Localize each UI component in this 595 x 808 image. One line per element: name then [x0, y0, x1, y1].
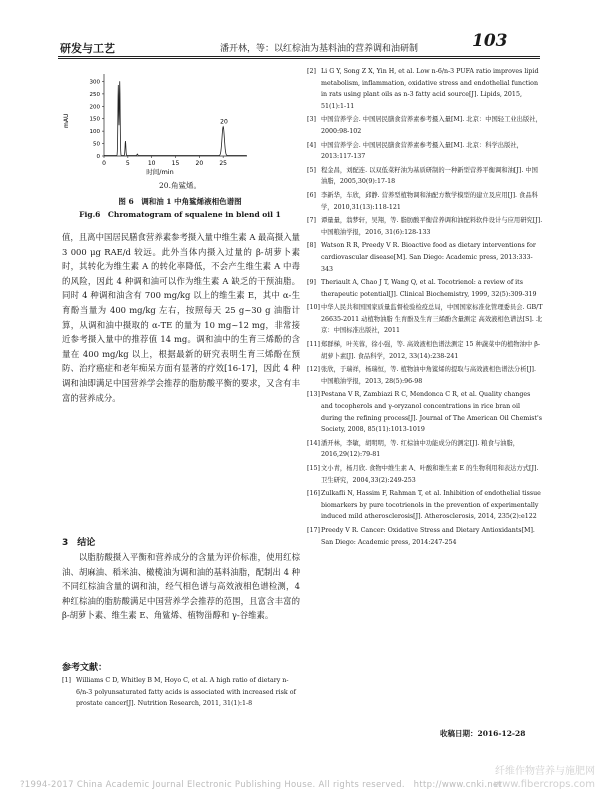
- y-tick-label: 0: [96, 154, 100, 160]
- reference-text: Li G Y, Song Z X, Yin H, et al. Low n-6/n-3 PUFA ratio improves lipid metabolism, inflammation, oxidative stress and endothelial function in rats using plant oils as n-3 fatty acid source[J]. Lipids, 2015, 51(1):1-11: [321, 68, 539, 110]
- reference-item: [307, 364, 543, 387]
- reference-item: [307, 277, 543, 300]
- reference-number: [1]: [62, 677, 71, 684]
- reference-text: 李新华，车欣，邱静. 营养型植物调和油配方数学模型的建立及应用[J]. 食品科学，2010,31(13):118-121: [321, 191, 538, 211]
- references-heading: 参考文献：: [62, 663, 108, 673]
- reference-number: [8]: [307, 242, 316, 250]
- reference-number: [11]: [307, 341, 320, 349]
- reference-text: Williams C D, Whitley B M, Hoyo C, et al. A high ratio of dietary n-6/n-3 polyunsaturated fatty acids is associated with increased risk of prostate cancer[J]. Nutrition Research, 2011, 31(1):1-8: [76, 677, 296, 708]
- reference-number: [16]: [307, 490, 320, 498]
- reference-text: 中华人民共和国国家质量监督检验检疫总局，中国国家标准化管理委员会. GB/T 26635-2011 动植物油脂 生育酚及生育三烯酚含量测定 高效液相色谱法[S]. 北京：中国标准出版社，2011: [321, 304, 543, 335]
- conclusion-paragraph: [62, 550, 300, 623]
- figure-peak-note: 20.角鲨烯。: [159, 181, 201, 190]
- x-ticks: [102, 156, 227, 167]
- reference-item: [307, 240, 543, 275]
- y-tick-label: 300: [89, 79, 100, 86]
- reference-number: [4]: [307, 141, 316, 149]
- y-ticks: [90, 79, 105, 160]
- reference-item: [307, 302, 543, 337]
- copyright-footer: ?1994-2017 China Academic Journal Electronic Publishing House. All rights reserved. http://www.cnki.net: [20, 780, 503, 790]
- references-list-left: [62, 675, 300, 712]
- reference-item: [307, 463, 543, 486]
- reference-number: [15]: [307, 465, 320, 472]
- reference-text: 文小青，杨月欣. 食物中维生素 A、叶酸和维生素 E 的生物利用和表达方式[J]. 卫生研究，2004,33(2):249-253: [321, 465, 539, 484]
- journal-section-title: 研发与工艺: [60, 42, 115, 55]
- reference-item: [307, 525, 543, 548]
- reference-text: 中国营养学会. 中国居民膳食营养素参考摄入量[M]. 北京：中国轻工业出版社，2000:98-102: [321, 116, 542, 135]
- references-list-right: [307, 66, 543, 550]
- y-tick-label: 250: [89, 91, 100, 98]
- reference-number: [3]: [307, 116, 316, 124]
- reference-number: [12]: [307, 366, 320, 374]
- reference-number: [6]: [307, 191, 316, 199]
- figure-caption-en: Fig.6 Chromatogram of squalene in blend oil 1: [79, 210, 281, 219]
- y-axis-label: mAU: [63, 113, 70, 128]
- reference-number: [13]: [307, 391, 320, 399]
- y-tick-label: 50: [93, 141, 100, 148]
- reference-number: [14]: [307, 439, 320, 447]
- running-title: 潘开林，等：以红棕油为基料油的营养调和油研制: [220, 44, 419, 54]
- y-tick-label: 200: [89, 104, 100, 111]
- figure-caption-cn: 图 6 调和油 1 中角鲨烯液相色谱图: [118, 197, 242, 206]
- x-axis-label: 时间/min: [146, 168, 174, 176]
- x-tick-label: 0: [102, 160, 106, 167]
- reference-text: Pestana V R, Zambiazi R C, Mendonca C R, et al. Quality changes and tocopherols and γ-oryzanol concentrations in rice bran oil during the refining process[J]. Journal of The American Oil Chemist's Society, 2008, 85(11):1013-1019: [321, 391, 543, 434]
- reference-text: 谭量量，翁梦轩，吴翔，等. 脂肪酸平衡营养调和油配料软件设计与应用研究[J]. 中国粮油学报，2016, 31(6):128-133: [321, 217, 543, 236]
- y-tick-label: 150: [89, 116, 100, 123]
- paragraph-text: 以脂肪酸摄入平衡和营养成分的含量为评价标准，使用红棕油、胡麻油、稻米油、橄榄油为调和油的基料油脂，配制出 4 种不同红棕油含量的调和油，经气相色谱与高效液相色谱检测，4 种红棕油的脂肪酸满足中国营养学会推荐的范围，且富含丰富的 β-胡萝卜素、维生素 E、角鲨烯、植物甾醇和 γ-谷维素。: [62, 552, 300, 621]
- reference-number: [17]: [307, 526, 320, 534]
- reference-item: [307, 165, 543, 188]
- reference-item: [307, 190, 543, 213]
- reference-text: Theriault A, Chao J T, Wang Q, et al. Tocotrienol: a review of its therapeutic potential[J]. Clinical Biochemistry, 1999, 32(5):309-319: [321, 279, 537, 298]
- reference-text: Preedy V R. Cancer: Oxidative Stress and Dietary Antioxidants[M]. San Diego: Academic press, 2014:247-254: [321, 526, 535, 546]
- x-tick-label: 25: [219, 160, 227, 167]
- reference-text: 中国营养学会. 中国居民膳食营养素参考摄入量[M]. 北京：科学出版社，2013:117-137: [321, 141, 523, 161]
- x-tick-label: 20: [195, 160, 204, 167]
- reference-item: [307, 339, 543, 362]
- received-date: 收稿日期：2016-12-28: [440, 729, 526, 738]
- reference-item: [62, 675, 300, 710]
- peak-label: 20: [220, 118, 228, 126]
- reference-text: Watson R R, Preedy V R. Bioactive food as dietary interventions for cardiovascular disease[M]. San Diego: Academic press, 2013:333-343: [321, 242, 536, 273]
- reference-number: [5]: [307, 166, 316, 174]
- reference-text: Zulkafli N, Hassim F, Rahman T, et al. Inhibition of endothelial tissue biomarkers by pure tocotrienols in the prevention of experimentally induced mild atherosclerosis[J]. Atherosclerosis, 2014, 235(2):e122: [321, 490, 541, 521]
- chromatogram-chart: [62, 68, 262, 176]
- x-tick-label: 15: [171, 160, 180, 167]
- reference-item: [307, 488, 543, 523]
- header-rule-secondary: [58, 58, 540, 59]
- reference-item: [307, 438, 543, 461]
- reference-number: [9]: [307, 279, 316, 287]
- reference-text: 潘开林，李敏，胡明明，等. 红棕油中功能成分的测定[J]. 粮食与油脂，2016,29(12):79-81: [321, 439, 520, 459]
- reference-text: 郑群梯，叶芙蓉，徐小强，等. 高效液相色谱法测定 15 种蔬菜中的植物油中 β-胡萝卜素[J]. 食品科学，2012, 33(14):238-241: [321, 341, 540, 360]
- reference-item: [307, 66, 543, 112]
- reference-number: [2]: [307, 68, 316, 75]
- header-rule: [58, 56, 540, 57]
- reference-text: 程金昌，刘配连. 以双低菜籽油为基质研制的一种新型营养平衡调和油[J]. 中国油脂，2005,30(9):17-18: [321, 166, 538, 186]
- reference-number: [7]: [307, 217, 316, 225]
- watermark-text: 纤维作物营养与施肥网 www.fibercrops.com: [493, 766, 595, 790]
- page-number: 103: [472, 31, 508, 51]
- paragraph-text: 值，且离中国居民膳食营养素参考摄入量中维生素 A 最高摄入量 3 000 μg RAE/d 较远。此外当体内摄入过量的 β-胡萝卜素时，其转化为维生素 A 的转化率降低，不会产生维生素 A 中毒的风险，因此 4 种调和油可以作为维生素 A 缺乏的干预油脂。同时 4 种调和油含有 700 mg/kg 以上的维生素 E，其中 α-生育酚当量为 400 mg/kg 左右，按照每天 25 g~30 g 油脂计算，从调和油中摄取的 α-TE 的量为 10 mg~12 mg，非常接近参考摄入量中的推荐值 14 mg。调和油中的生育三烯酚的含量在 400 mg/kg 以上，根据最新的研究表明生育三烯酚在预防、治疗癌症和老年痴呆方面有显著的疗效[16-17]，因此 4 种调和油即满足中国营养学会推荐的脂肪酸平衡的要求，又含有丰富的营养成分。: [62, 232, 300, 403]
- reference-item: [307, 215, 543, 238]
- reference-item: [307, 114, 543, 137]
- reference-text: 张欣，于瑞祥，杨瑞恒，等. 植物油中角鲨烯的提取与高效液相色谱法分析[J]. 中国粮油学报，2013, 28(5):96-98: [321, 366, 536, 385]
- y-tick-label: 100: [89, 129, 100, 136]
- reference-item: [307, 389, 543, 435]
- reference-item: [307, 140, 543, 163]
- body-paragraph: [62, 230, 300, 405]
- section-heading-conclusion: 3 结论: [62, 538, 96, 548]
- x-tick-label: 5: [125, 160, 130, 167]
- reference-number: [10]: [307, 304, 320, 312]
- x-tick-label: 10: [147, 160, 156, 167]
